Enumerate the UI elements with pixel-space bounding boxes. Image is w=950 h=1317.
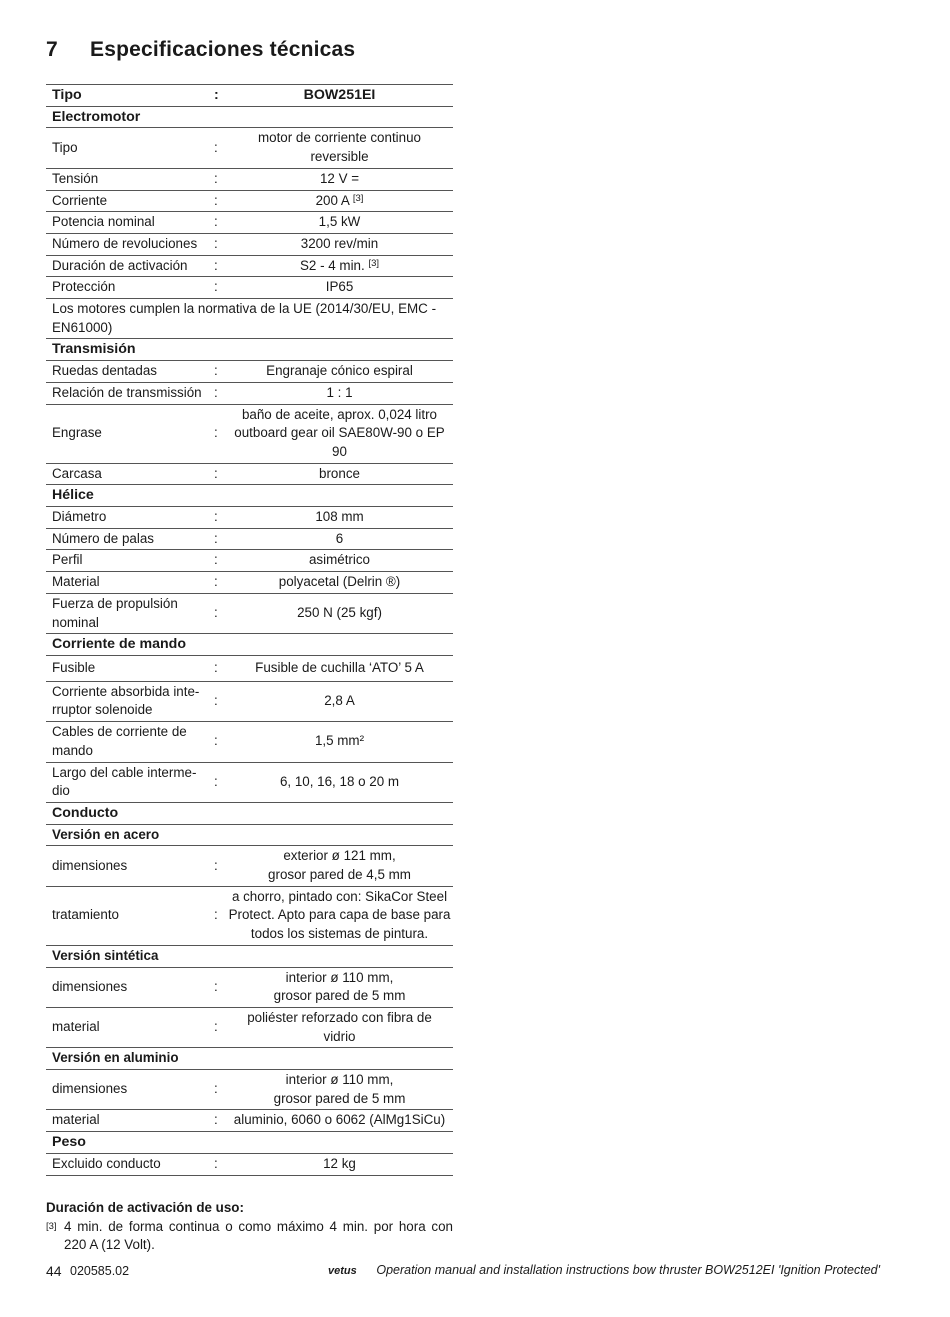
- table-row: [46, 655, 453, 681]
- row-value: baño de aceite, aprox. 0,024 litro outboard gear oil SAE80W-90 o EP 90: [226, 404, 453, 463]
- row-value: 1 : 1: [226, 382, 453, 404]
- manual-title: Operation manual and installation instructions bow thruster BOW2512EI 'Ignition Protected': [376, 1263, 880, 1277]
- row-value: asimétrico: [226, 550, 453, 572]
- row-value: poliéster reforzado con fibra de vidrio: [226, 1007, 453, 1047]
- row-sep: :: [214, 655, 226, 681]
- row-value: 6: [226, 528, 453, 550]
- row-sep: :: [214, 593, 226, 633]
- table-row: [46, 528, 453, 550]
- row-sep: :: [214, 681, 226, 721]
- row-sep: :: [214, 212, 226, 234]
- row-key: dimensiones: [46, 1070, 214, 1110]
- row-key: Corriente absorbida inte-rruptor solenoide: [46, 681, 214, 721]
- row-value-line: interior ø 110 mm,: [285, 1072, 394, 1088]
- table-row: [46, 233, 453, 255]
- row-key: Material: [46, 572, 214, 594]
- row-key: Potencia nominal: [46, 212, 214, 234]
- head-sep: :: [214, 85, 226, 107]
- row-value: 250 N (25 kgf): [226, 593, 453, 633]
- row-sep: :: [214, 507, 226, 529]
- table-row: [46, 593, 453, 633]
- row-sep: :: [214, 382, 226, 404]
- table-row: [46, 846, 453, 886]
- row-key: dimensiones: [46, 967, 214, 1007]
- vetus-logo-icon: [328, 1264, 371, 1276]
- row-key: Relación de transmissión: [46, 382, 214, 404]
- row-sep: :: [214, 967, 226, 1007]
- table-row: [46, 168, 453, 190]
- head-value: BOW251EI: [226, 85, 453, 107]
- row-sep: :: [214, 233, 226, 255]
- table-head-row: [46, 85, 453, 107]
- row-value: IP65: [226, 277, 453, 299]
- row-value-line: grosor pared de 5 mm: [273, 988, 406, 1004]
- subsection-title-aluminio: Versión en aluminio: [46, 1048, 453, 1070]
- row-key: Número de palas: [46, 528, 214, 550]
- table-row: [46, 886, 453, 945]
- row-value: Fusible de cuchilla ‘ATO’ 5 A: [226, 655, 453, 681]
- row-sep: :: [214, 550, 226, 572]
- row-key: Número de revoluciones: [46, 233, 214, 255]
- row-value: polyacetal (Delrin ®): [226, 572, 453, 594]
- head-key: Tipo: [46, 85, 214, 107]
- page-number: 44: [46, 1263, 62, 1279]
- section-title-electromotor: Electromotor: [46, 106, 453, 128]
- row-key: Carcasa: [46, 463, 214, 485]
- row-key: Diámetro: [46, 507, 214, 529]
- table-note-row: [46, 299, 453, 339]
- row-value: 3200 rev/min: [226, 233, 453, 255]
- row-sep: :: [214, 846, 226, 886]
- row-key: Protección: [46, 277, 214, 299]
- row-value-with-ref: [226, 255, 453, 277]
- row-sep: :: [214, 190, 226, 212]
- row-sep: :: [214, 1007, 226, 1047]
- table-row: [46, 967, 453, 1007]
- row-value: 12 V =: [226, 168, 453, 190]
- row-value-multiline: [226, 967, 453, 1007]
- row-value-line: interior ø 110 mm,: [285, 969, 394, 985]
- table-row: [46, 463, 453, 485]
- row-key: material: [46, 1110, 214, 1132]
- footnote-text: 4 min. de forma continua o como máximo 4 min. por hora con 220 A (12 Volt).: [64, 1218, 453, 1253]
- footnote-ref: [3]: [352, 192, 364, 204]
- footnote-ref: [3]: [368, 257, 380, 269]
- row-value-line: grosor pared de 5 mm: [273, 1090, 406, 1106]
- row-key: Engrase: [46, 404, 214, 463]
- row-value: 1,5 mm²: [226, 722, 453, 762]
- row-value-line: grosor pared de 4,5 mm: [268, 867, 411, 883]
- row-sep: :: [214, 404, 226, 463]
- row-value: Engranaje cónico espiral: [226, 361, 453, 383]
- footnote-mark: [3]: [46, 1220, 57, 1232]
- section-title-conducto: Conducto: [46, 802, 453, 824]
- page-heading: [46, 38, 355, 62]
- table-row: [46, 361, 453, 383]
- row-key: Duración de activación: [46, 255, 214, 277]
- row-sep: :: [214, 255, 226, 277]
- row-sep: :: [214, 572, 226, 594]
- table-row: [46, 722, 453, 762]
- regulation-note: Los motores cumplen la normativa de la UE (2014/30/EU, EMC - EN61000): [46, 299, 453, 339]
- row-key: dimensiones: [46, 846, 214, 886]
- table-row: [46, 190, 453, 212]
- section-row-mando: [46, 634, 453, 656]
- table-row: [46, 128, 453, 168]
- section-row-electromotor: [46, 106, 453, 128]
- row-key: Tensión: [46, 168, 214, 190]
- row-value: aluminio, 6060 o 6062 (AlMg1SiCu): [226, 1110, 453, 1132]
- row-value: a chorro, pintado con: SikaCor Steel Protect. Apto para capa de base para todos los sistemas de pintura.: [226, 886, 453, 945]
- row-key: Fuerza de propulsión nominal: [46, 593, 214, 633]
- section-title: Especificaciones técnicas: [90, 38, 356, 61]
- spec-table: [46, 84, 453, 1176]
- row-value: 12 kg: [226, 1153, 453, 1175]
- row-key: material: [46, 1007, 214, 1047]
- section-row-transmision: [46, 339, 453, 361]
- table-row: [46, 212, 453, 234]
- table-row: [46, 1110, 453, 1132]
- row-key: Corriente: [46, 190, 214, 212]
- subsection-row-sintetica: [46, 945, 453, 967]
- row-value: bronce: [226, 463, 453, 485]
- table-row: [46, 255, 453, 277]
- row-value-multiline: [226, 846, 453, 886]
- document-number: 020585.02: [70, 1264, 130, 1278]
- table-row: [46, 572, 453, 594]
- row-key: Perfil: [46, 550, 214, 572]
- table-row: [46, 404, 453, 463]
- section-row-helice: [46, 485, 453, 507]
- table-row: [46, 507, 453, 529]
- table-row: [46, 762, 453, 802]
- section-number: 7: [46, 38, 58, 61]
- table-row: [46, 1070, 453, 1110]
- row-value: S2 - 4 min.: [299, 257, 365, 273]
- subsection-row-aluminio: [46, 1048, 453, 1070]
- section-row-conducto: [46, 802, 453, 824]
- row-key: Fusible: [46, 655, 214, 681]
- row-sep: :: [214, 886, 226, 945]
- section-title-transmision: Transmisión: [46, 339, 453, 361]
- row-key: tratamiento: [46, 886, 214, 945]
- row-value: 2,8 A: [226, 681, 453, 721]
- row-sep: :: [214, 361, 226, 383]
- footnote: [46, 1199, 453, 1255]
- row-value: motor de corriente continuo reversible: [226, 128, 453, 168]
- subsection-title-acero: Versión en acero: [46, 824, 453, 846]
- row-value: 200 A: [315, 192, 350, 208]
- footer-manual-title: [328, 1263, 880, 1277]
- table-row: [46, 382, 453, 404]
- section-title-mando: Corriente de mando: [46, 634, 453, 656]
- table-row: [46, 681, 453, 721]
- row-value: 6, 10, 16, 18 o 20 m: [226, 762, 453, 802]
- row-sep: :: [214, 528, 226, 550]
- row-sep: :: [214, 1110, 226, 1132]
- row-sep: :: [214, 168, 226, 190]
- row-sep: :: [214, 128, 226, 168]
- row-sep: :: [214, 722, 226, 762]
- footnote-entry: [46, 1218, 453, 1255]
- row-value: 1,5 kW: [226, 212, 453, 234]
- row-key: Ruedas dentadas: [46, 361, 214, 383]
- row-key: Excluido conducto: [46, 1153, 214, 1175]
- section-row-peso: [46, 1132, 453, 1154]
- table-row: [46, 1007, 453, 1047]
- table-row: [46, 550, 453, 572]
- table-row: [46, 1153, 453, 1175]
- row-value-multiline: [226, 1070, 453, 1110]
- footnote-title: Duración de activación de uso:: [46, 1200, 244, 1215]
- row-key: Tipo: [46, 128, 214, 168]
- row-sep: :: [214, 1070, 226, 1110]
- row-value-line: exterior ø 121 mm,: [283, 848, 396, 864]
- subsection-title-sintetica: Versión sintética: [46, 945, 453, 967]
- row-sep: :: [214, 277, 226, 299]
- subsection-row-acero: [46, 824, 453, 846]
- row-key: Cables de corriente de mando: [46, 722, 214, 762]
- section-title-peso: Peso: [46, 1132, 453, 1154]
- row-sep: :: [214, 463, 226, 485]
- table-row: [46, 277, 453, 299]
- row-value: 108 mm: [226, 507, 453, 529]
- section-title-helice: Hélice: [46, 485, 453, 507]
- logo-text: vetus: [328, 1265, 358, 1276]
- row-sep: :: [214, 762, 226, 802]
- row-key: Largo del cable interme-dio: [46, 762, 214, 802]
- row-value-with-ref: [226, 190, 453, 212]
- row-sep: :: [214, 1153, 226, 1175]
